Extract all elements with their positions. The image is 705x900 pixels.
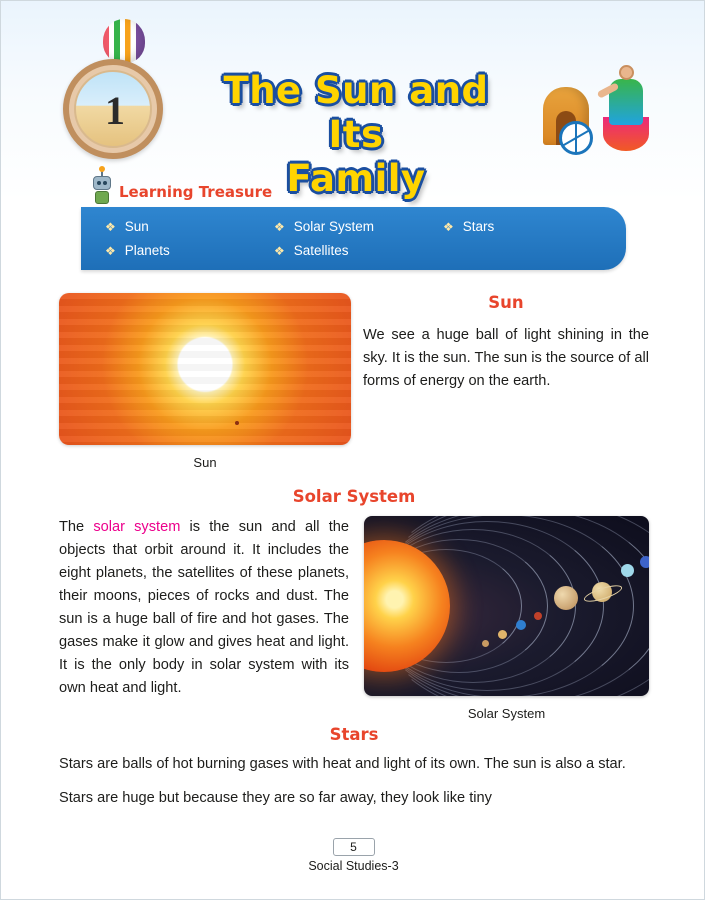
learning-treasure-title: Learning Treasure <box>119 183 273 201</box>
learning-treasure <box>81 177 626 270</box>
section-sun <box>59 293 649 483</box>
planet-earth <box>516 620 526 630</box>
planet-venus <box>498 630 507 639</box>
ashoka-chakra-icon <box>559 121 593 155</box>
robot-icon <box>89 174 115 208</box>
diamond-bullet-icon: ❖ <box>105 220 116 234</box>
learning-treasure-item-label: Satellites <box>293 243 349 258</box>
solar-system-text-block <box>59 516 349 711</box>
learning-treasure-item <box>105 219 274 234</box>
learning-treasure-item <box>274 243 443 258</box>
section-heading-sun: Sun <box>488 293 524 312</box>
diamond-bullet-icon: ❖ <box>443 220 454 234</box>
sun-text-block <box>363 293 649 404</box>
learning-treasure-item-label: Stars <box>462 219 495 234</box>
stars-paragraph-2: Stars are huge but because they are so far away, they look like tiny <box>59 790 492 806</box>
stars-paragraph-1: Stars are balls of hot burning gases with heat and light of its own. The sun is also a star. <box>59 756 626 772</box>
diamond-bullet-icon: ❖ <box>274 244 285 258</box>
figure-caption-sun: Sun <box>193 455 217 470</box>
section-stars <box>59 721 649 810</box>
learning-treasure-item <box>274 219 443 234</box>
chapter-badge <box>63 59 169 165</box>
learning-treasure-box <box>81 207 626 270</box>
page-footer <box>1 838 705 873</box>
diamond-bullet-icon: ❖ <box>274 220 285 234</box>
planet-jupiter <box>554 586 578 610</box>
planet-mars <box>534 612 542 620</box>
solar-system-illustration <box>364 516 649 696</box>
learning-treasure-item-label: Sun <box>124 219 149 234</box>
learning-treasure-item-empty <box>443 243 612 258</box>
section-heading-stars: Stars <box>329 725 379 744</box>
solar-paragraph-post: is the sun and all the objects that orbit around it. It includes the eight planets, the satellites of these planets, their moons, pieces of rocks and dust. The sun is a huge ball of fire and hot gases. The gases make it glow and gives heat and light. It is the only body in solar system with its own heat and light. <box>59 519 350 696</box>
page-title-line2: Family <box>286 157 426 200</box>
page-content <box>59 293 649 821</box>
diamond-bullet-icon: ❖ <box>105 244 116 258</box>
solar-paragraph-highlight: solar system <box>93 519 181 535</box>
planet-mercury <box>482 640 489 647</box>
planet-neptune <box>640 556 649 568</box>
learning-treasure-item-label: Planets <box>124 243 170 258</box>
section-solar-system <box>59 487 649 721</box>
figure-caption-solar-system: Solar System <box>467 706 546 721</box>
folk-dancer-icon <box>601 65 653 157</box>
learning-treasure-header <box>81 177 626 207</box>
book-title: Social Studies-3 <box>308 859 399 873</box>
badge-inner <box>74 70 152 148</box>
solar-paragraph-pre: The <box>59 519 94 535</box>
learning-treasure-item-label: Solar System <box>293 219 375 234</box>
page-title-line1: The Sun and Its <box>223 69 489 156</box>
sun-photo <box>59 293 351 445</box>
learning-treasure-item <box>443 219 612 234</box>
chapter-number: 1 <box>105 88 125 133</box>
planet-uranus <box>621 564 634 577</box>
page-number: 5 <box>333 838 375 856</box>
header-illustration <box>539 63 659 163</box>
sun-paragraph: We see a huge ball of light shining in the sky. It is the sun. The sun is the source of all forms of energy on the earth. <box>363 327 649 389</box>
learning-treasure-item <box>105 243 274 258</box>
figure-sun <box>59 293 351 470</box>
figure-solar-system <box>364 516 649 721</box>
section-heading-solar-system: Solar System <box>292 487 416 506</box>
solar-system-paragraph <box>59 516 349 700</box>
